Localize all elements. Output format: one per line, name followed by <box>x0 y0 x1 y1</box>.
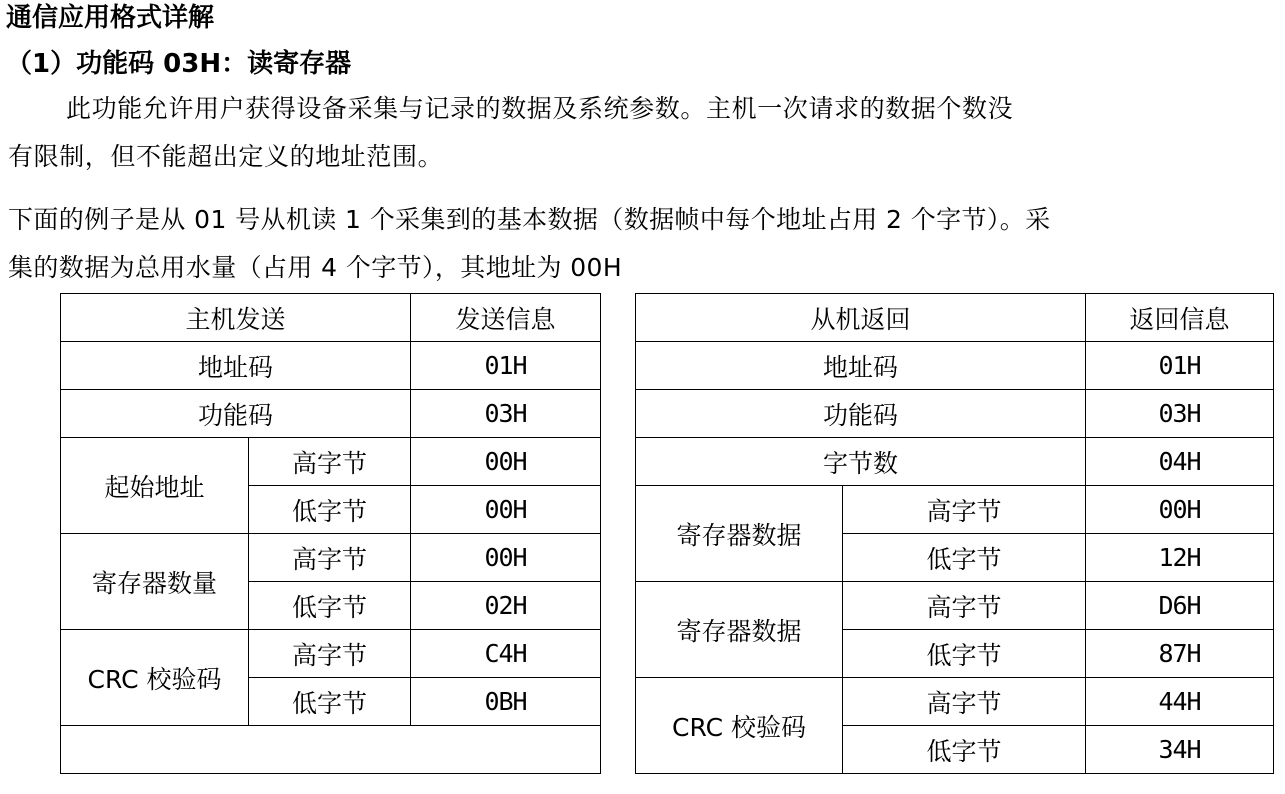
master-start-high-value: 00H <box>411 438 601 486</box>
master-start-address-label: 起始地址 <box>61 438 249 534</box>
table-row <box>636 390 1274 438</box>
master-crc-low-label: 低字节 <box>249 678 411 726</box>
table-row <box>636 294 1274 342</box>
slave-reg2-high-value: D6H <box>1086 582 1274 630</box>
table-row <box>61 294 601 342</box>
table-row <box>61 342 601 390</box>
example-line-1: 下面的例子是从 01 号从机读 1 个采集到的基本数据（数据帧中每个地址占用 2 个字节）。采 <box>8 205 1051 234</box>
slave-function-value: 03H <box>1086 390 1274 438</box>
slave-function-label: 功能码 <box>636 390 1086 438</box>
table-row <box>636 678 1274 726</box>
slave-address-label: 地址码 <box>636 342 1086 390</box>
slave-address-value: 01H <box>1086 342 1274 390</box>
table-row <box>61 390 601 438</box>
slave-reg1-low-label: 低字节 <box>843 534 1086 582</box>
slave-crc-high-value: 44H <box>1086 678 1274 726</box>
slave-byte-count-label: 字节数 <box>636 438 1086 486</box>
slave-reg1-high-label: 高字节 <box>843 486 1086 534</box>
slave-reg2-low-label: 低字节 <box>843 630 1086 678</box>
intro-line-1: 此功能允许用户获得设备采集与记录的数据及系统参数。主机一次请求的数据个数没 <box>66 94 1014 123</box>
slave-byte-count-value: 04H <box>1086 438 1274 486</box>
slave-reg2-high-label: 高字节 <box>843 582 1086 630</box>
master-count-low-label: 低字节 <box>249 582 411 630</box>
slave-crc-low-label: 低字节 <box>843 726 1086 774</box>
page-title: 通信应用格式详解 <box>6 3 215 33</box>
master-crc-low-value: 0BH <box>411 678 601 726</box>
slave-crc-label: CRC 校验码 <box>636 678 843 774</box>
table-row <box>61 630 601 678</box>
section-heading: （1）功能码 03H：读寄存器 <box>6 49 352 79</box>
master-empty-cell <box>61 726 411 774</box>
slave-crc-low-value: 34H <box>1086 726 1274 774</box>
table-row <box>61 534 601 582</box>
slave-reg2-low-value: 87H <box>1086 630 1274 678</box>
master-crc-label: CRC 校验码 <box>61 630 249 726</box>
master-start-low-label: 低字节 <box>249 486 411 534</box>
master-send-table <box>60 293 601 774</box>
table-row <box>636 486 1274 534</box>
table-row <box>636 342 1274 390</box>
slave-header-field: 从机返回 <box>636 294 1086 342</box>
table-row <box>61 438 601 486</box>
table-row <box>636 582 1274 630</box>
master-header-field: 主机发送 <box>61 294 411 342</box>
master-count-low-value: 02H <box>411 582 601 630</box>
example-paragraph <box>8 196 1051 292</box>
master-start-low-value: 00H <box>411 486 601 534</box>
table-row <box>636 438 1274 486</box>
master-count-high-value: 00H <box>411 534 601 582</box>
master-address-label: 地址码 <box>61 342 411 390</box>
intro-line-2: 有限制，但不能超出定义的地址范围。 <box>8 142 444 171</box>
example-line-2: 集的数据为总用水量（占用 4 个字节），其地址为 00H <box>8 253 623 282</box>
master-start-high-label: 高字节 <box>249 438 411 486</box>
slave-register-data-label-2: 寄存器数据 <box>636 582 843 678</box>
slave-reg1-high-value: 00H <box>1086 486 1274 534</box>
slave-register-data-label: 寄存器数据 <box>636 486 843 582</box>
master-function-label: 功能码 <box>61 390 411 438</box>
master-crc-high-label: 高字节 <box>249 630 411 678</box>
intro-paragraph <box>8 85 1013 181</box>
table-row <box>61 726 601 774</box>
master-address-value: 01H <box>411 342 601 390</box>
master-function-value: 03H <box>411 390 601 438</box>
slave-return-table <box>635 293 1274 774</box>
slave-crc-high-label: 高字节 <box>843 678 1086 726</box>
slave-reg1-low-value: 12H <box>1086 534 1274 582</box>
master-count-high-label: 高字节 <box>249 534 411 582</box>
slave-header-value: 返回信息 <box>1086 294 1274 342</box>
master-header-value: 发送信息 <box>411 294 601 342</box>
master-crc-high-value: C4H <box>411 630 601 678</box>
master-empty-cell <box>411 726 601 774</box>
master-register-count-label: 寄存器数量 <box>61 534 249 630</box>
